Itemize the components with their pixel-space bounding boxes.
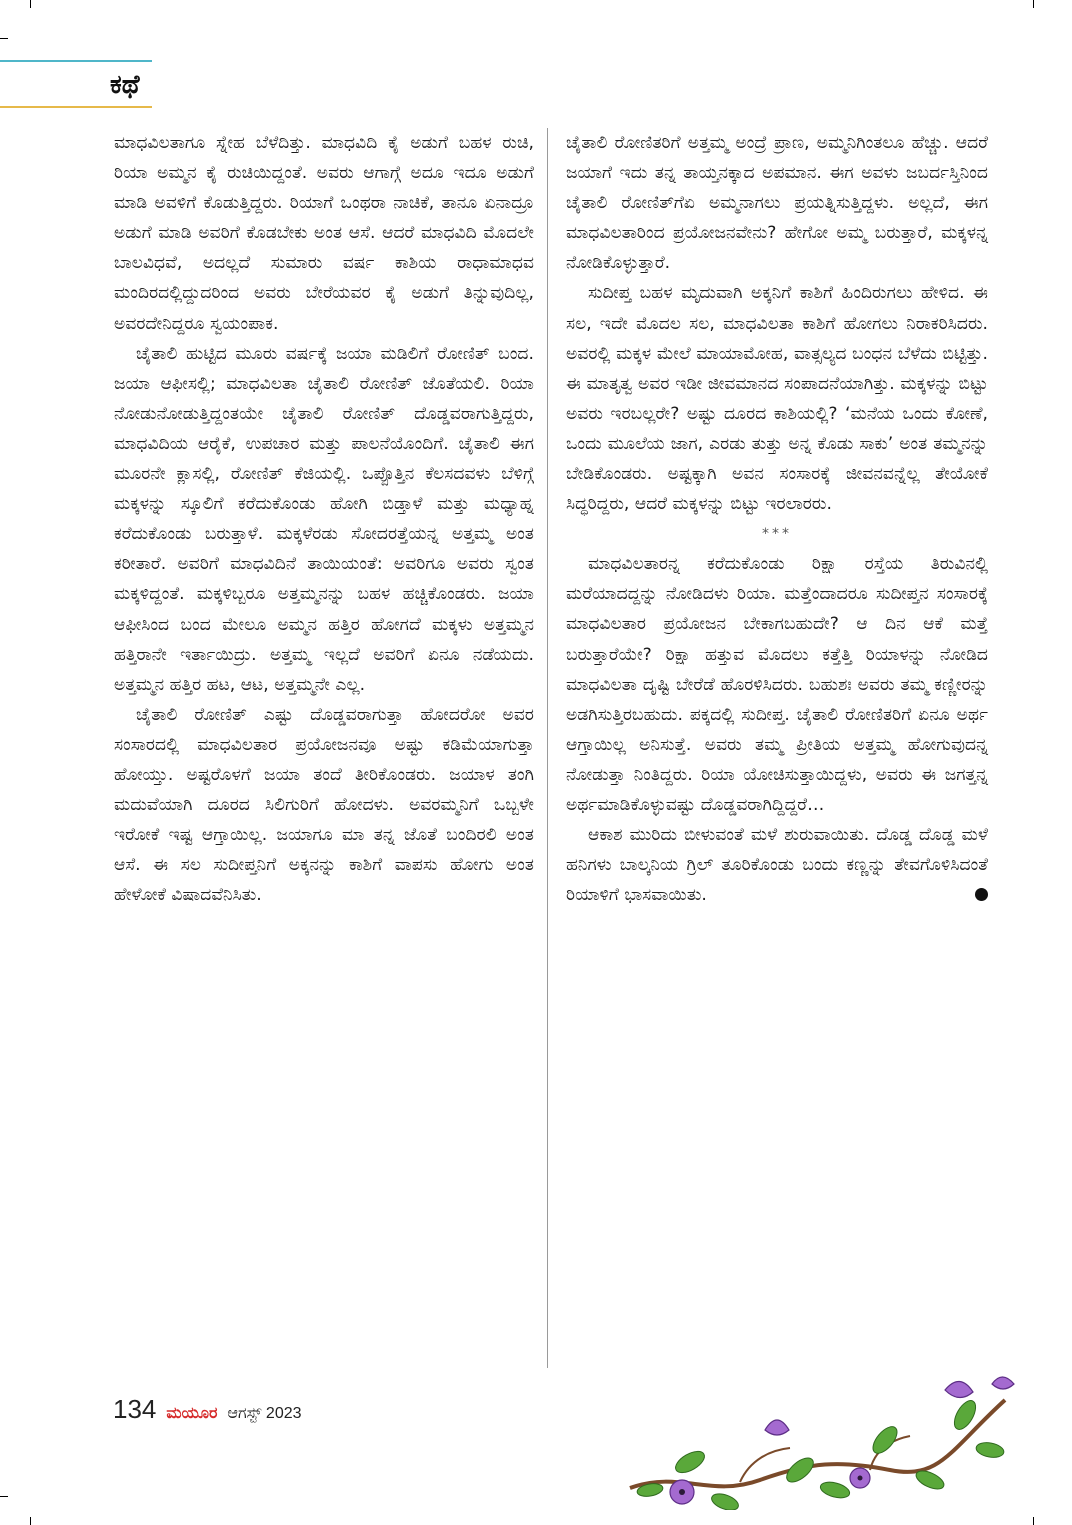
crop-mark-left-top (0, 38, 8, 39)
right-column (566, 128, 988, 910)
paragraph-text: ಆಕಾಶ ಮುರಿದು ಬೀಳುವಂತೆ ಮಳೆ ಶುರುವಾಯಿತು. ದೊಡ್ಡ ದೊಡ್ಡ ಮಳೆ ಹನಿಗಳು ಬಾಲ್ಕನಿಯ ಗ್ರಿಲ್ ತೂರಿಕೊಂಡು ಬಂದು ಕಣ್ಣನ್ನು ತೇವಗೊಳಿಸಿದಂತೆ ರಿಯಾಳಿಗೆ ಭಾಸವಾಯಿತು. (566, 825, 988, 906)
header-rule-bottom (0, 106, 152, 108)
end-bullet-icon (975, 888, 988, 901)
crop-mark-top-left (30, 0, 31, 8)
page-number: 134 (113, 1394, 157, 1424)
left-column (114, 128, 534, 910)
paragraph: ಚೈತಾಲಿ ಹುಟ್ಟಿದ ಮೂರು ವರ್ಷಕ್ಕೆ ಜಯಾ ಮಡಿಲಿಗೆ ರೋಣಿತ್ ಬಂದ. ಜಯಾ ಆಫೀಸಲ್ಲಿ; ಮಾಧವಿಲತಾ ಚೈತಾಲಿ ರೋಣಿತ್ ಜೊತೆಯಲಿ. ರಿಯಾ ನೋಡುನೋಡುತ್ತಿದ್ದಂತಯೇ ಚೈತಾಲಿ ರೋಣಿತ್ ದೊಡ್ಡವರಾಗುತ್ತಿದ್ದರು, ಮಾಧವಿದಿಯ ಆರೈಕೆ, ಉಪಚಾರ ಮತ್ತು ಪಾಲನೆಯೊಂದಿಗೆ. ಚೈತಾಲಿ ಈಗ ಮೂರನೇ ಕ್ಲಾಸಲ್ಲಿ, ರೋಣಿತ್ ಕೆಜಿಯಲ್ಲಿ. ಒಪ್ಪೊತ್ತಿನ ಕೆಲಸದವಳು ಬೆಳಿಗ್ಗೆ ಮಕ್ಕಳನ್ನು ಸ್ಕೂಲಿಗೆ ಕರೆದುಕೊಂಡು ಹೋಗಿ ಬಿಡ್ತಾಳೆ ಮತ್ತು ಮಧ್ಯಾಹ್ನ ಕರೆದುಕೊಂಡು ಬರುತ್ತಾಳೆ. ಮಕ್ಕಳೆರಡು ಸೋದರತ್ತೆಯನ್ನ ಅತ್ತಮ್ಮ ಅಂತ ಕರೀತಾರೆ. ಅವರಿಗೆ ಮಾಧವಿದಿನೆ ತಾಯಿಯಂತೆ: ಅವರಿಗೂ ಅವರು ಸ್ವಂತ ಮಕ್ಕಳಿದ್ದಂತೆ. ಮಕ್ಕಳಿಬ್ಬರೂ ಅತ್ತಮ್ಮನನ್ನು ಬಹಳ ಹಚ್ಚಿಕೊಂಡರು. ಜಯಾ ಆಫೀಸಿಂದ ಬಂದ ಮೇಲೂ ಅಮ್ಮನ ಹತ್ತಿರ ಹೋಗದೆ ಮಕ್ಕಳು ಅತ್ತಮ್ಮನ ಹತ್ತಿರಾನೇ ಇರ್ತಾಯಿದ್ರು. ಅತ್ತಮ್ಮ ಇಲ್ಲದೆ ಅವರಿಗೆ ಏನೂ ನಡೆಯದು. ಅತ್ತಮ್ಮನ ಹತ್ತಿರ ಹಟ, ಆಟ, ಅತ್ತಮ್ಮನೇ ಎಲ್ಲ. (114, 343, 534, 695)
paragraph: ಚೈತಾಲಿ ರೋಣಿತರಿಗೆ ಅತ್ತಮ್ಮ ಅಂದ್ರೆ ಪ್ರಾಣ, ಅಮ್ಮನಿಗಿಂತಲೂ ಹೆಚ್ಚು. ಆದರೆ ಜಯಾಗೆ ಇದು ತನ್ನ ತಾಯ್ತನಕ್ಕಾದ ಅಪಮಾನ. ಈಗ ಅವಳು ಜಬರ್ದಸ್ತಿನಿಂದ ಚೈತಾಲಿ ರೋಣಿತ್‌ಗೆಏ ಅಮ್ಮನಾಗಲು ಪ್ರಯತ್ನಿಸುತ್ತಿದ್ದಳು. ಅಲ್ಲದೆ, ಈಗ ಮಾಧವಿಲತಾರಿಂದ ಪ್ರಯೋಜನವೇನು? ಹೇಗೋ ಅಮ್ಮ ಬರುತ್ತಾರೆ, ಮಕ್ಕಳನ್ನ ನೋಡಿಕೊಳ್ಳುತ್ತಾರೆ. (566, 133, 988, 274)
crop-mark-bottom-left (30, 1517, 31, 1525)
column-divider (547, 128, 548, 1368)
magazine-name: ಮಯೂರ (166, 1405, 218, 1422)
paragraph-final (566, 820, 988, 910)
paragraph: ಮಾಧವಿಲತಾರನ್ನ ಕರೆದುಕೊಂಡು ರಿಕ್ಷಾ ರಸ್ತೆಯ ತಿರುವಿನಲ್ಲಿ ಮರೆಯಾದದ್ದನ್ನು ನೋಡಿದಳು ರಿಯಾ. ಮತ್ತೆಂದಾದರೂ ಸುದೀಪ್ತನ ಸಂಸಾರಕ್ಕೆ ಮಾಧವಿಲತಾರ ಪ್ರಯೋಜನ ಬೇಕಾಗಬಹುದೇ? ಆ ದಿನ ಆಕೆ ಮತ್ತೆ ಬರುತ್ತಾರೆಯೇ? ರಿಕ್ಷಾ ಹತ್ತುವ ಮೊದಲು ಕತ್ತೆತ್ತಿ ರಿಯಾಳನ್ನು ನೋಡಿದ ಮಾಧವಿಲತಾ ದೃಷ್ಟಿ ಬೇರೆಡೆ ಹೊರಳಿಸಿದರು. ಬಹುಶಃ ಅವರು ತಮ್ಮ ಕಣ್ಣೀರನ್ನು ಅಡಗಿಸುತ್ತಿರಬಹುದು. ಪಕ್ಕದಲ್ಲಿ ಸುದೀಪ್ತ. ಚೈತಾಲಿ ರೋಣಿತರಿಗೆ ಏನೂ ಅರ್ಥ ಆಗ್ತಾಯಿಲ್ಲ ಅನಿಸುತ್ತೆ. ಅವರು ತಮ್ಮ ಪ್ರೀತಿಯ ಅತ್ತಮ್ಮ ಹೋಗುವುದನ್ನ ನೋಡುತ್ತಾ ನಿಂತಿದ್ದರು. ರಿಯಾ ಯೋಚಿಸುತ್ತಾಯಿದ್ದಳು, ಅವರು ಈ ಜಗತ್ತನ್ನ ಅರ್ಥಮಾಡಿಕೊಳ್ಳುವಷ್ಟು ದೊಡ್ಡವರಾಗಿದ್ದಿದ್ದರೆ… (566, 554, 988, 815)
floral-vine-decoration (620, 1370, 1020, 1510)
section-label: ಕಥೆ (110, 70, 140, 100)
crop-mark-left-bottom (0, 1496, 8, 1497)
crop-mark-top-right (1033, 0, 1034, 8)
paragraph: ಸುದೀಪ್ತ ಬಹಳ ಮೃದುವಾಗಿ ಅಕ್ಕನಿಗೆ ಕಾಶಿಗೆ ಹಿಂದಿರುಗಲು ಹೇಳಿದ. ಈ ಸಲ, ಇದೇ ಮೊದಲ ಸಲ, ಮಾಧವಿಲತಾ ಕಾಶಿಗೆ ಹೋಗಲು ನಿರಾಕರಿಸಿದರು. ಅವರಲ್ಲಿ ಮಕ್ಕಳ ಮೇಲೆ ಮಾಯಾಮೋಹ, ವಾತ್ಸಲ್ಯದ ಬಂಧನ ಬೆಳೆದು ಬಿಟ್ಟಿತ್ತು. ಈ ಮಾತೃತ್ವ ಅವರ ಇಡೀ ಜೀವಮಾನದ ಸಂಪಾದನೆಯಾಗಿತ್ತು. ಮಕ್ಕಳನ್ನು ಬಿಟ್ಟು ಅವರು ಇರಬಲ್ಲರೇ? ಅಷ್ಟು ದೂರದ ಕಾಶಿಯಲ್ಲಿ? ‘ಮನೆಯ ಒಂದು ಕೋಣೆ, ಒಂದು ಮೂಲೆಯ ಜಾಗ, ಎರಡು ತುತ್ತು ಅನ್ನ ಕೊಡು ಸಾಕು’ ಅಂತ ತಮ್ಮನನ್ನು ಬೇಡಿಕೊಂಡರು. ಅಷ್ಟಕ್ಕಾಗಿ ಅವನ ಸಂಸಾರಕ್ಕೆ ಜೀವನವನ್ನೆಲ್ಲ ತೇಯೋಕೆ ಸಿದ್ಧರಿದ್ದರು, ಆದರೆ ಮಕ್ಕಳನ್ನು ಬಿಟ್ಟು ಇರಲಾರರು. (566, 283, 988, 515)
section-separator: *** (762, 526, 792, 543)
paragraph: ಮಾಧವಿಲತಾಗೂ ಸ್ನೇಹ ಬೆಳೆದಿತ್ತು. ಮಾಧವಿದಿ ಕೈ ಅಡುಗೆ ಬಹಳ ರುಚಿ, ರಿಯಾ ಅಮ್ಮನ ಕೈ ರುಚಿಯಿದ್ದಂತೆ. ಅವರು ಆಗಾಗ್ಗೆ ಅದೂ ಇದೂ ಅಡುಗೆ ಮಾಡಿ ಅವಳಿಗೆ ಕೊಡುತ್ತಿದ್ದರು. ರಿಯಾಗೆ ಒಂಥರಾ ನಾಚಿಕೆ, ತಾನೂ ಏನಾದ್ರೂ ಅಡುಗೆ ಮಾಡಿ ಅವರಿಗೆ ಕೊಡಬೇಕು ಅಂತ ಆಸೆ. ಆದರೆ ಮಾಧವಿದಿ ಮೊದಲೇ ಬಾಲವಿಧವೆ, ಅದಲ್ಲದೆ ಸುಮಾರು ವರ್ಷ ಕಾಶಿಯ ರಾಧಾಮಾಧವ ಮಂದಿರದಲ್ಲಿದ್ದುದರಿಂದ ಅವರು ಬೇರೆಯವರ ಕೈ ಅಡುಗೆ ತಿನ್ನುವುದಿಲ್ಲ, ಅವರದೇನಿದ್ದರೂ ಸ್ವಯಂಪಾಕ. (114, 133, 534, 334)
crop-mark-bottom-right (1033, 1517, 1034, 1525)
issue-date: ಆಗಸ್ಟ್ 2023 (227, 1405, 302, 1422)
header-rule-top (0, 60, 152, 62)
page-footer (113, 1394, 302, 1428)
paragraph: ಚೈತಾಲಿ ರೋಣಿತ್ ಎಷ್ಟು ದೊಡ್ಡವರಾಗುತ್ತಾ ಹೋದರೋ ಅವರ ಸಂಸಾರದಲ್ಲಿ ಮಾಧವಿಲತಾರ ಪ್ರಯೋಜನವೂ ಅಷ್ಟು ಕಡಿಮೆಯಾಗುತ್ತಾ ಹೋಯ್ತು. ಅಷ್ಟರೊಳಗೆ ಜಯಾ ತಂದೆ ತೀರಿಕೊಂಡರು. ಜಯಾಳ ತಂಗಿ ಮದುವೆಯಾಗಿ ದೂರದ ಸಿಲಿಗುರಿಗೆ ಹೋದಳು. ಅವರಮ್ಮನಿಗೆ ಒಬ್ಬಳೇ ಇರೋಕೆ ಇಷ್ಟ ಆಗ್ತಾಯಿಲ್ಲ. ಜಯಾಗೂ ಮಾ ತನ್ನ ಜೊತೆ ಬಂದಿರಲಿ ಅಂತ ಆಸೆ. ಈ ಸಲ ಸುದೀಪ್ತನಿಗೆ ಅಕ್ಕನನ್ನು ಕಾಶಿಗೆ ವಾಪಸು ಹೋಗು ಅಂತ ಹೇಳೋಕೆ ವಿಷಾದವೆನಿಸಿತು. (114, 704, 534, 906)
